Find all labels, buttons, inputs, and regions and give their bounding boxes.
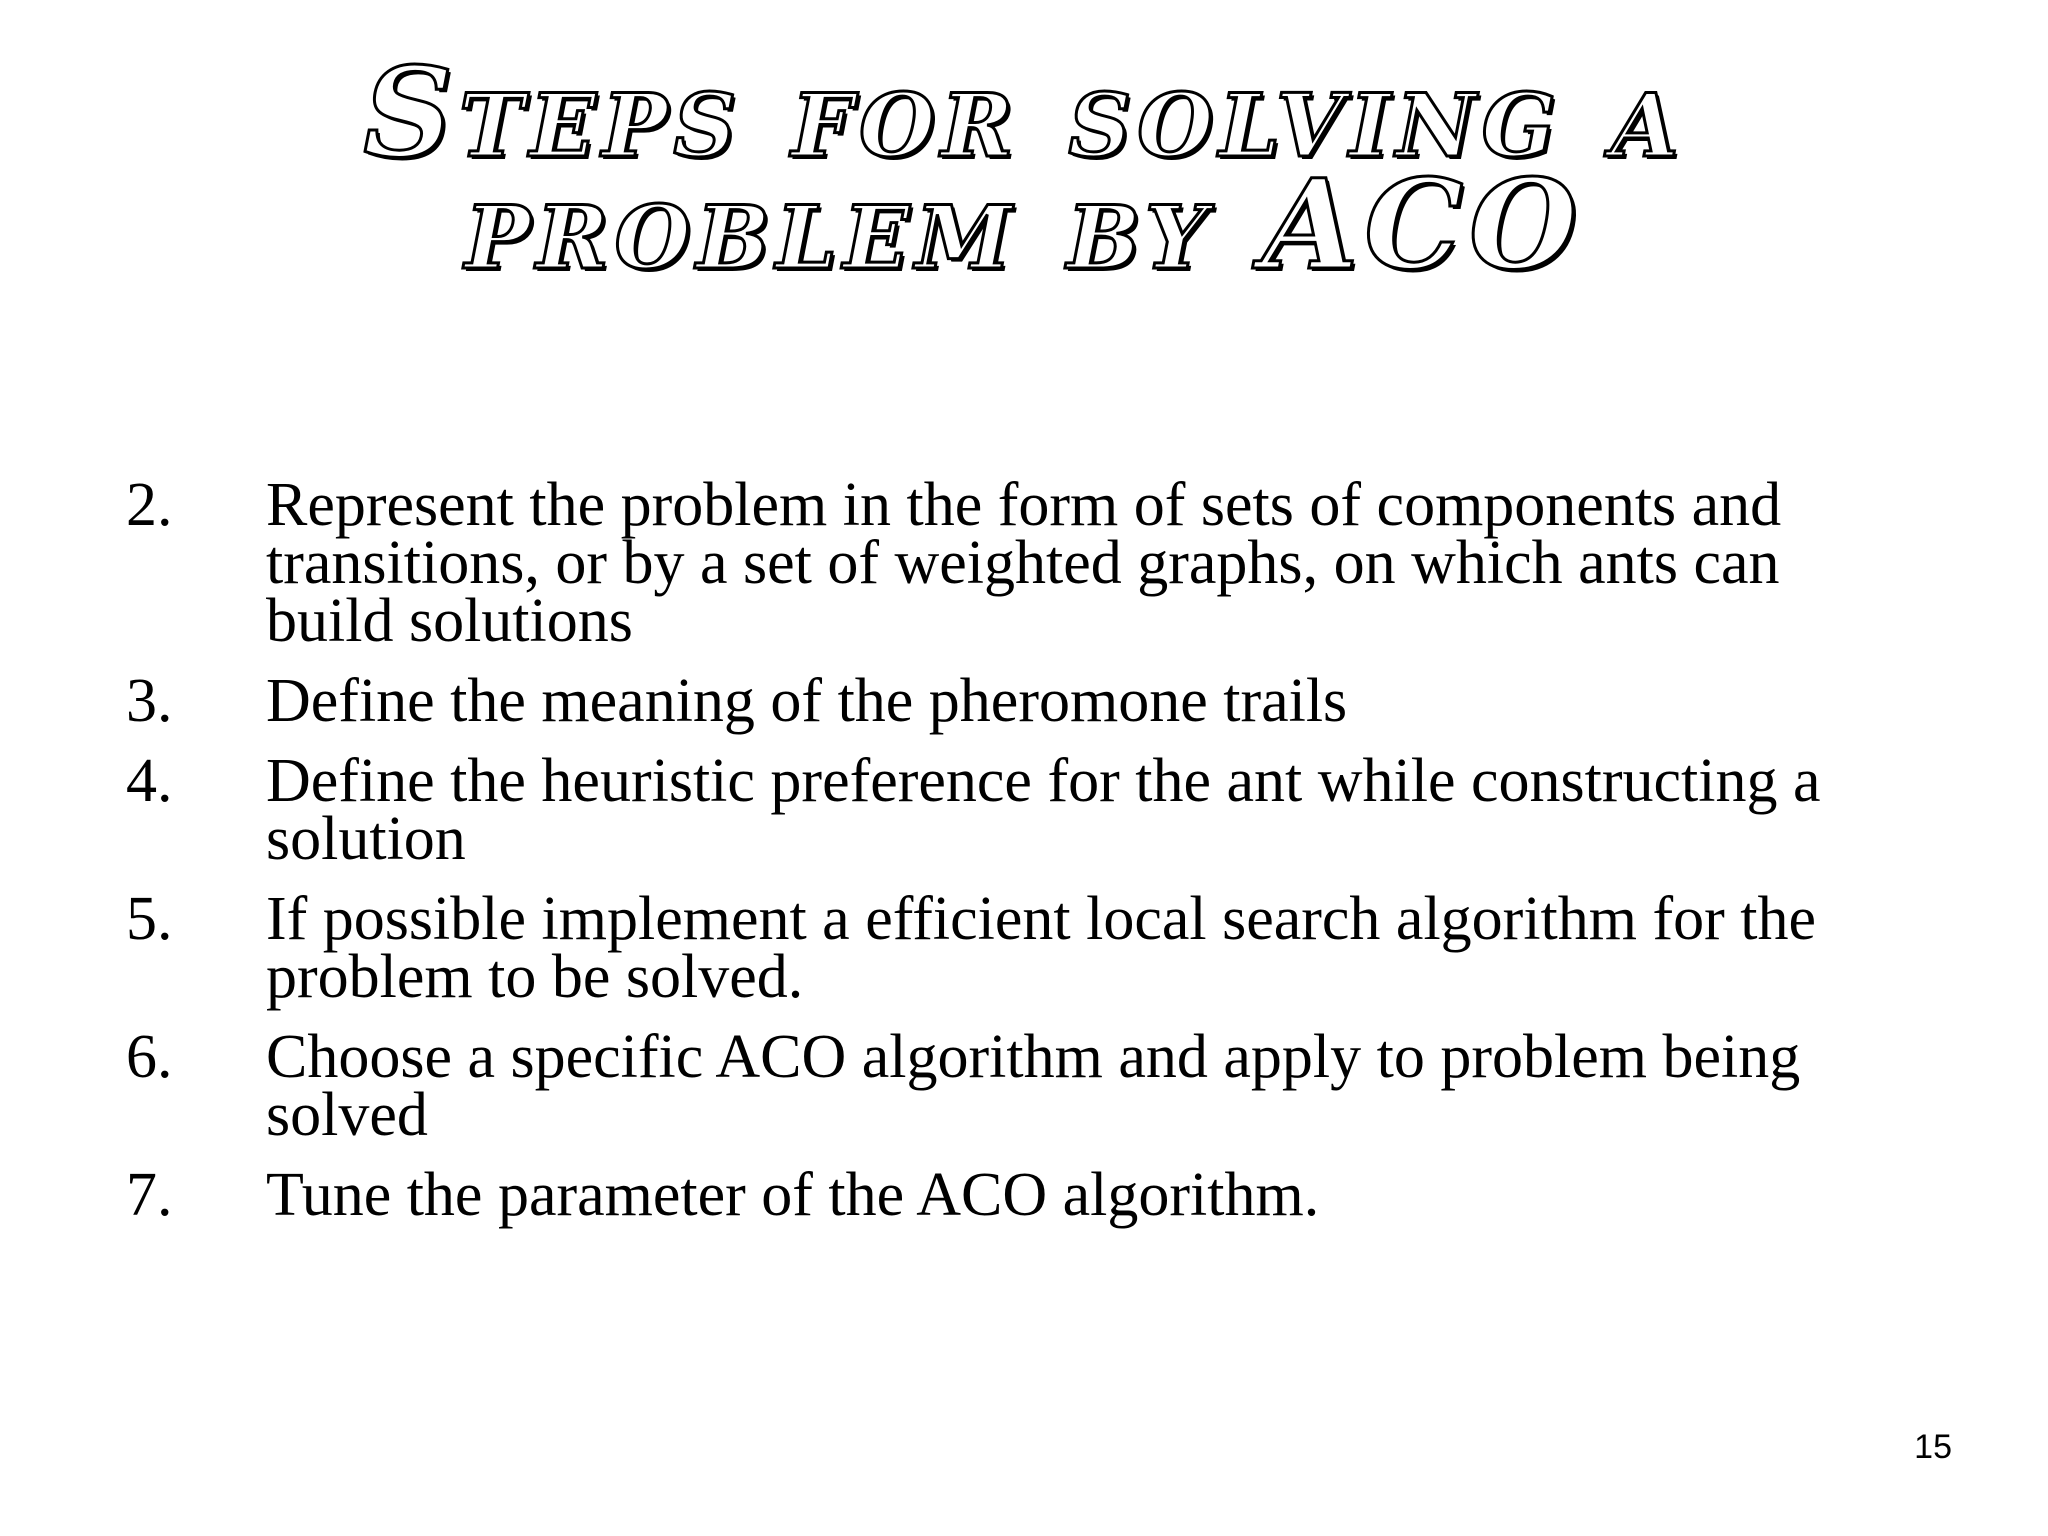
list-item (126, 1023, 1916, 1149)
slide-title-line-2: problem by ACO (464, 153, 1584, 298)
list-item (126, 667, 1916, 735)
step-number: 6. (126, 1023, 173, 1091)
list-item (126, 1161, 1916, 1229)
step-number: 3. (126, 667, 173, 735)
step-number: 5. (126, 885, 173, 953)
list-item (126, 747, 1916, 873)
step-text: Choose a specific ACO algorithm and apply to problem being solved (266, 1023, 1801, 1149)
step-number: 7. (126, 1161, 173, 1229)
list-item (126, 471, 1916, 655)
list-item (126, 885, 1916, 1011)
step-text: Represent the problem in the form of sets of components and transitions, or by a set of weighted graphs, on which ants can build solutions (266, 471, 1782, 655)
step-text: Define the meaning of the pheromone trails (266, 667, 1348, 735)
slide-title-line-1: Steps for solving a (363, 41, 1685, 186)
slide-title (200, 41, 1848, 298)
step-text: Define the heuristic preference for the ant while constructing a solution (266, 747, 1821, 873)
step-number: 2. (126, 471, 173, 539)
step-text: If possible implement a efficient local search algorithm for the problem to be solved. (266, 885, 1817, 1011)
page-number: 15 (1914, 1428, 1952, 1466)
step-text: Tune the parameter of the ACO algorithm. (266, 1161, 1320, 1229)
steps-list (126, 471, 1916, 1246)
step-number: 4. (126, 747, 173, 815)
